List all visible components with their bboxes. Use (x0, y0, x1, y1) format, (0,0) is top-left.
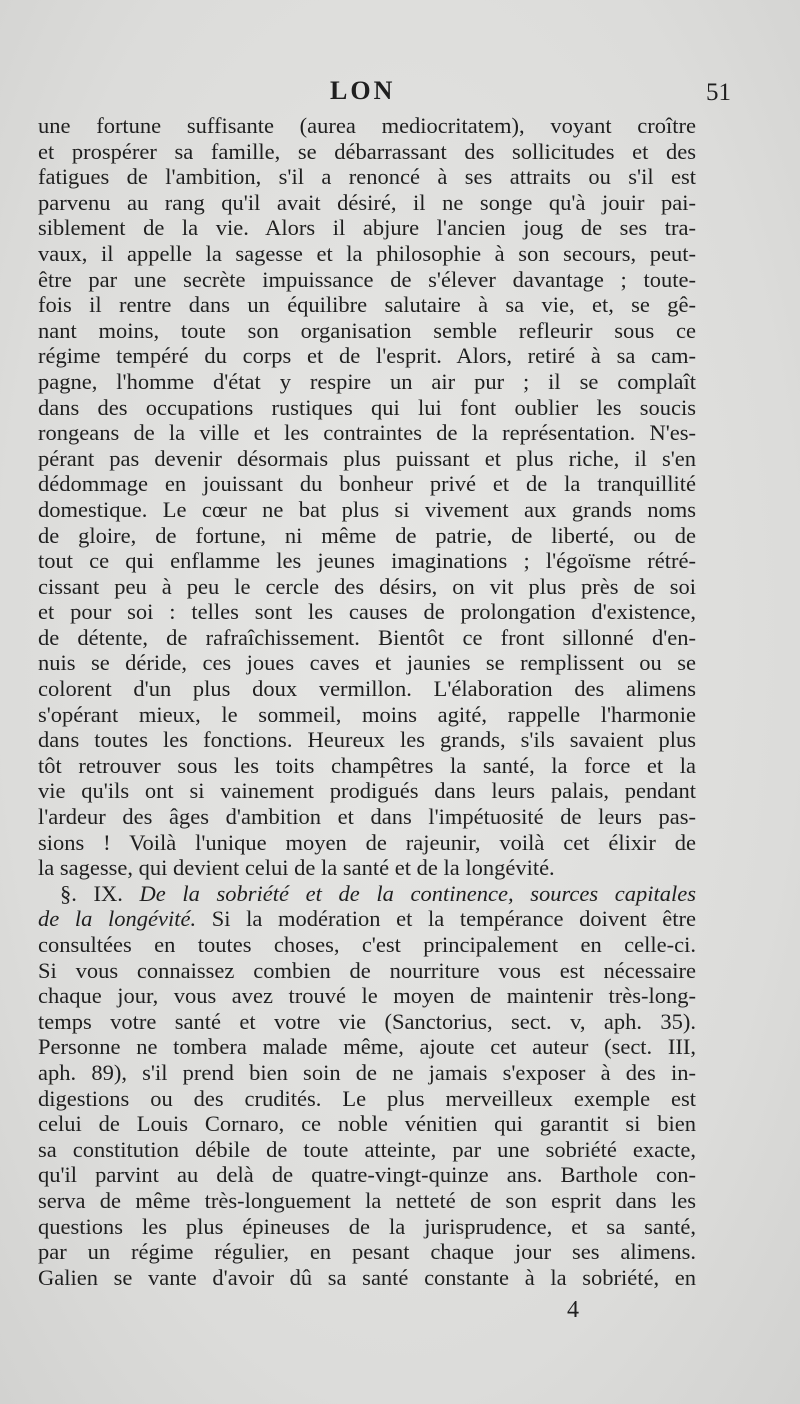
text-line: sions ! Voilà l'unique moyen de rajeunir, voilà cet élixir de (38, 829, 696, 855)
text-line: rongeans de la ville et les contraintes de la représentation. N'es- (38, 420, 696, 446)
signature-mark: 4 (567, 1297, 579, 1323)
text-line: parvenu au rang qu'il avait désiré, il ne songe qu'à jouir pai- (38, 189, 696, 215)
text-line: qu'il parvint au delà de quatre-vingt-quinze ans. Barthole con- (38, 1162, 696, 1188)
text-line: questions les plus épineuses de la jurisprudence, et sa santé, (38, 1213, 696, 1239)
page-number: 51 (706, 79, 731, 106)
text-run: Si la modération et la tempérance doivent être (196, 906, 696, 932)
text-line: pérant pas devenir désormais plus puissant et plus riche, il s'en (38, 445, 696, 471)
text-line: dédommage en jouissant du bonheur privé et de la tranquillité (38, 471, 696, 497)
section-heading-end: de la longévité. (38, 906, 197, 932)
text-line: et prospérer sa famille, se débarrassant des sollicitudes et des (38, 138, 696, 164)
text-line: consultées en toutes choses, c'est principalement en celle-ci. (38, 932, 696, 957)
text-line: pagne, l'homme d'état y respire un air pur ; il se complaît (38, 368, 696, 394)
text-line: digestions ou des crudités. Le plus merveilleux exemple est (38, 1085, 696, 1111)
text-line: par un régime régulier, en pesant chaque jour ses alimens. (38, 1239, 696, 1265)
text-line: siblement de la vie. Alors il abjure l'ancien joug de ses tra- (38, 215, 696, 241)
text-line: une fortune suffisante (aurea mediocritatem), voyant croître (38, 113, 696, 138)
text-line: dans toutes les fonctions. Heureux les grands, s'ils savaient plus (38, 727, 696, 753)
text-line: nuis se déride, ces joues caves et jaunies se remplissent ou se (38, 650, 696, 676)
text-line: cissant peu à peu le cercle des désirs, on vit plus près de soi (38, 573, 696, 599)
text-line: de détente, de rafraîchissement. Bientôt ce front sillonné d'en- (38, 624, 696, 650)
text-line: Galien se vante d'avoir dû sa santé constante à la sobriété, en (38, 1264, 696, 1290)
text-line: l'ardeur des âges d'ambition et dans l'impétuosité de leurs pas- (38, 804, 696, 830)
text-line: de gloire, de fortune, ni même de patrie, de liberté, ou de (38, 522, 696, 548)
text-line: régime tempéré du corps et de l'esprit. Alors, retiré à sa cam- (38, 343, 696, 369)
running-head: LON (330, 76, 396, 105)
text-line: domestique. Le cœur ne bat plus si vivement aux grands noms (38, 496, 696, 522)
text-line: vaux, il appelle la sagesse et la philosophie à son secours, peut- (38, 240, 696, 266)
section-heading-line (38, 881, 696, 907)
text-line: aph. 89), s'il prend bien soin de ne jamais s'exposer à des in- (38, 1059, 696, 1085)
text-line: fatigues de l'ambition, s'il a renoncé à ses attraits ou s'il est (38, 164, 696, 190)
text-line: nant moins, toute son organisation semble refleurir sous ce (38, 317, 696, 343)
text-line: sa constitution débile de toute atteinte, par une sobriété exacte, (38, 1136, 696, 1162)
text-line: Personne ne tombera malade même, ajoute cet auteur (sect. III, (38, 1034, 696, 1060)
text-line: celui de Louis Cornaro, ce noble vénitien qui garantit si bien (38, 1111, 696, 1137)
text-line: colorent d'un plus doux vermillon. L'élaboration des alimens (38, 676, 696, 702)
section-label: §. IX. (60, 880, 123, 906)
text-line: Si vous connaissez combien de nourriture vous est nécessaire (38, 957, 696, 983)
text-line: serva de même très-longuement la netteté de son esprit dans les (38, 1187, 696, 1213)
text-line: être par une secrète impuissance de s'élever davantage ; toute- (38, 266, 696, 292)
text-line: s'opérant mieux, le sommeil, moins agité, rappelle l'harmonie (38, 701, 696, 727)
section-heading-line (38, 906, 696, 932)
text-line: dans des occupations rustiques qui lui font oublier les soucis (38, 394, 696, 420)
body-text (38, 113, 696, 1290)
text-line: tout ce qui enflamme les jeunes imaginations ; l'égoïsme rétré- (38, 548, 696, 574)
text-line: fois il rentre dans un équilibre salutaire à sa vie, et, se gê- (38, 292, 696, 318)
text-line: tôt retrouver sous les toits champêtres la santé, la force et la (38, 752, 696, 778)
section-heading: De la sobriété et de la continence, sources capitales (139, 880, 696, 906)
text-line: et pour soi : telles sont les causes de prolongation d'existence, (38, 599, 696, 625)
text-line: temps votre santé et votre vie (Sanctorius, sect. v, aph. 35). (38, 1008, 696, 1034)
text-line: la sagesse, qui devient celui de la santé et de la longévité. (38, 855, 555, 881)
text-line: vie qu'ils ont si vainement prodigués dans leurs palais, pendant (38, 778, 696, 804)
text-line: chaque jour, vous avez trouvé le moyen de maintenir très-long- (38, 983, 696, 1009)
